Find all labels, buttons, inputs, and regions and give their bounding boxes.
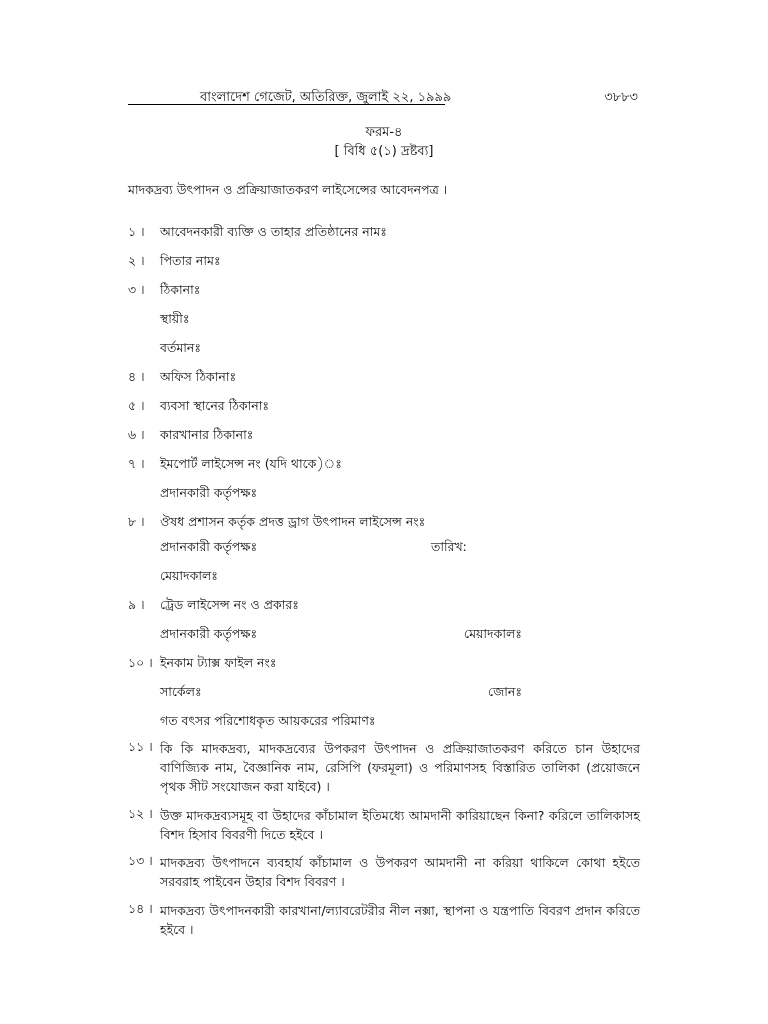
item-label: অফিস ঠিকানাঃ	[160, 369, 237, 384]
item-number: ৮ ।	[128, 514, 145, 529]
item-text: মাদকদ্রব্য উৎপাদনকারী কারখানা/ল্যাবরেটরীর নীল নক্সা, স্থাপনা ও যন্ত্রপাতি বিবরণ প্রদান করিতে হইবে ।	[160, 903, 640, 937]
issuing-authority-label: প্রদানকারী কর্তৃপক্ষঃ	[160, 485, 258, 500]
item-number: ৩ ।	[128, 282, 145, 297]
present-address-label: বর্তমানঃ	[160, 340, 202, 355]
item-text: উক্ত মাদকদ্রব্যসমূহ বা উহাদের কাঁচামাল ইতিমধ্যে আমদানী কারিয়াছেন কিনা? করিলে তালিকাসহ বিশদ হিসাব বিবরণী দিতে হইবে ।	[160, 808, 640, 842]
item-number: ২ ।	[128, 253, 145, 268]
tax-paid-label: গত বৎসর পরিশোধকৃত আয়করের পরিমাণঃ	[160, 713, 376, 728]
item-text: মাদকদ্রব্য উৎপাদনে ব্যবহার্য কাঁচামাল ও উপকরণ আমদানী না করিয়া থাকিলে কোথা হইতে সরবরাহ পাইবেন উহার বিশদ বিবরণ ।	[160, 855, 640, 889]
item-number: ৫ ।	[128, 398, 145, 413]
permanent-address-label: স্থায়ীঃ	[160, 311, 190, 326]
issuing-authority-label: প্রদানকারী কর্তৃপক্ষঃ	[160, 539, 258, 554]
rule-reference: [ বিধি ৫(১) দ্রষ্টব্য]	[334, 144, 434, 159]
validity-label: মেয়াদকালঃ	[160, 568, 218, 583]
item-text: কি কি মাদকদ্রব্য, মাদকদ্রব্যের উপকরণ উৎপাদন ও প্রক্রিয়াজাতকরণ করিতে চান উহাদের বাণিজ্যিক নাম, বৈজ্ঞানিক নাম, রেসিপি (ফরমূলা) ও পরিমাণসহ বিস্তারিত তালিকা (প্রয়োজনে পৃথক সীট সংযোজন করা যাইবে) ।	[160, 741, 640, 794]
item-number: ১ ।	[128, 224, 145, 239]
item-label: ইনকাম ট্যাক্স ফাইল নংঃ	[160, 655, 277, 670]
issuing-authority-label: প্রদানকারী কর্তৃপক্ষঃ	[160, 626, 258, 641]
gazette-header	[128, 88, 638, 104]
zone-label: জোনঃ	[488, 684, 523, 699]
item-label: ইমপোর্ট লাইসেন্স নং (যদি থাকে)ঃ	[160, 456, 342, 471]
circle-label: সার্কেলঃ	[160, 684, 202, 699]
validity-label: মেয়াদকালঃ	[464, 626, 522, 641]
item-label: কারখানার ঠিকানাঃ	[160, 427, 254, 442]
page-number: ৩৮৮৩	[604, 90, 638, 105]
item-number: ১০ ।	[128, 655, 153, 670]
gazette-title: বাংলাদেশ গেজেট, অতিরিক্ত, জুলাই ২২, ১৯৯৯	[200, 90, 452, 105]
item-label: ব্যবসা স্থানের ঠিকানাঃ	[160, 398, 270, 413]
item-label: আবেদনকারী ব্যক্তি ও তাহার প্রতিষ্ঠানের নামঃ	[160, 224, 387, 239]
date-label: তারিখ:	[431, 539, 467, 554]
item-number: ১৩ ।	[128, 853, 153, 868]
item-label: ট্রেড লাইসেন্স নং ও প্রকারঃ	[160, 597, 299, 612]
item-label: পিতার নামঃ	[160, 253, 221, 268]
item-number: ৭ ।	[128, 456, 145, 471]
item-number: ১৪ ।	[128, 901, 153, 916]
item-label: ঔষধ প্রশাসন কর্তৃক প্রদত্ত ড্রাগ উৎপাদন লাইসেন্স নংঃ	[160, 514, 426, 529]
form-number: ফরম-৪	[365, 125, 403, 140]
header-underline	[128, 104, 445, 105]
item-number: ৪ ।	[128, 369, 145, 384]
item-number: ১১ ।	[128, 739, 153, 754]
item-number: ৯ ।	[128, 597, 145, 612]
form-intro: মাদকদ্রব্য উৎপাদন ও প্রক্রিয়াজাতকরণ লাইসেন্সের আবেদনপত্র ।	[128, 182, 448, 197]
item-label: ঠিকানাঃ	[160, 282, 201, 297]
item-number: ১২ ।	[128, 806, 153, 821]
item-number: ৬ ।	[128, 427, 145, 442]
